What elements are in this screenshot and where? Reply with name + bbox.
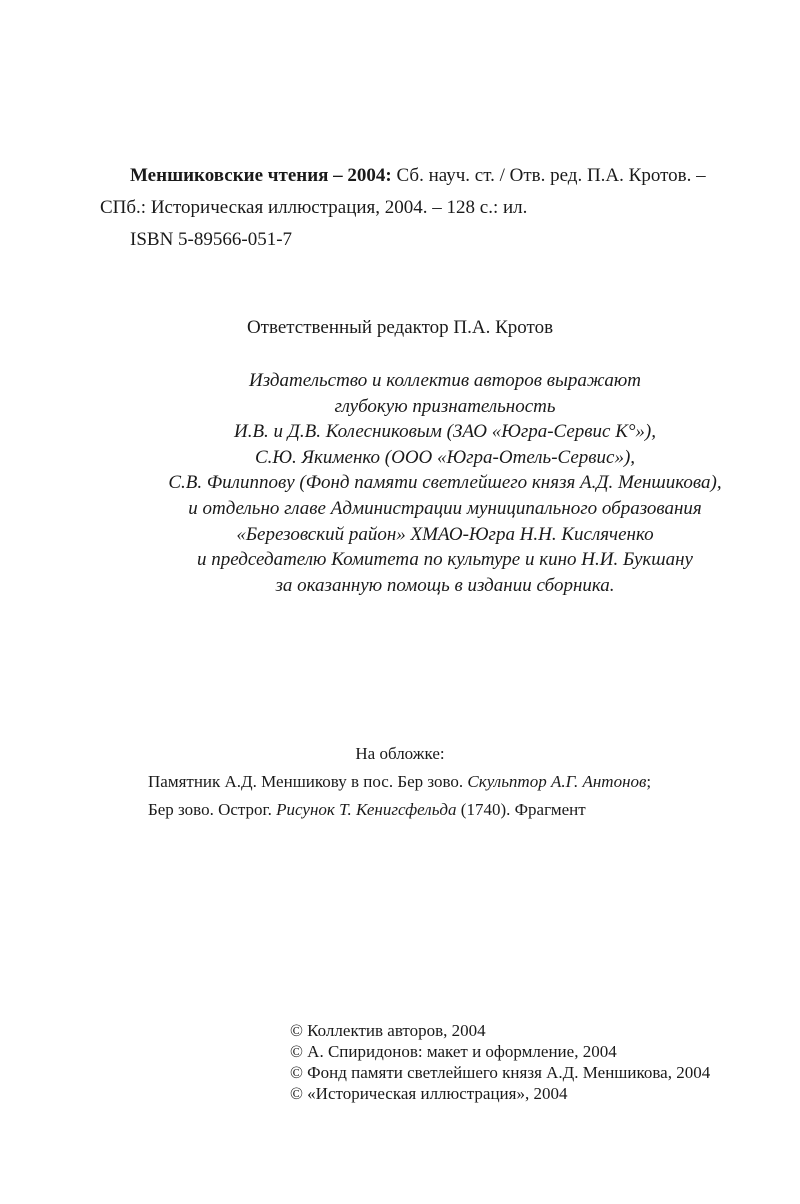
copyright-block (290, 1020, 710, 1104)
thanks-line: и отдельно главе Администрации муниципального образования (188, 497, 702, 519)
thanks-line: глубокую признательность (334, 395, 556, 417)
cover-info (0, 740, 800, 819)
thanks-line: за оказанную помощь в издании сборника. (275, 574, 615, 596)
responsible-editor: Ответственный редактор П.А. Кротов (246, 317, 554, 338)
copyright-line: © Фонд памяти светлейшего князя А.Д. Меншикова, 2004 (290, 1063, 711, 1082)
cover-lines (148, 768, 651, 824)
isbn: ISBN 5-89566-051-7 (130, 229, 293, 250)
cover-line-2 (148, 796, 651, 824)
copyright-line: © Коллектив авторов, 2004 (290, 1021, 486, 1040)
acknowledgements (0, 368, 800, 598)
thanks-line: С.В. Филиппову (Фонд памяти светлейшего князя А.Д. Меншикова), (168, 472, 722, 494)
thanks-line: и председателю Комитета по культуре и кино Н.И. Букшану (197, 549, 693, 571)
sculptor-credit: Скульптор А.Г. Антонов (467, 772, 647, 791)
cover-line-1-text: Памятник А.Д. Меншикову в пос. Бер зово. (148, 772, 468, 791)
biblio-details: Сб. науч. ст. / Отв. ред. П.А. Кротов. – (391, 165, 706, 186)
cover-line-2-end: (1740). Фрагмент (456, 800, 586, 819)
cover-line-2-text: Бер зово. Острог. (148, 800, 277, 819)
drawing-credit: Рисунок Т. Кенигсфельда (276, 800, 457, 819)
cover-line-1 (148, 768, 651, 796)
cover-line-1-end: ; (646, 772, 652, 791)
biblio-line-2: СПб.: Историческая иллюстрация, 2004. – 128 с.: ил. (100, 197, 528, 218)
thanks-line: «Березовский район» ХМАО-Югра Н.Н. Кисляченко (236, 523, 654, 545)
thanks-line: Издательство и коллектив авторов выражают (249, 370, 641, 391)
copyright-line: © А. Спиридонов: макет и оформление, 2004 (290, 1042, 617, 1061)
book-title: Меншиковские чтения – 2004: (130, 165, 392, 186)
cover-title: На обложке: (355, 744, 445, 763)
copyright-line: © «Историческая иллюстрация», 2004 (290, 1084, 568, 1103)
biblio-line-1 (100, 160, 760, 192)
thanks-line: И.В. и Д.В. Колесниковым (ЗАО «Югра-Сервис К°»), (233, 421, 657, 443)
bibliographic-record (100, 160, 760, 256)
thanks-line: С.Ю. Якименко (ООО «Югра-Отель-Сервис»), (254, 446, 636, 468)
